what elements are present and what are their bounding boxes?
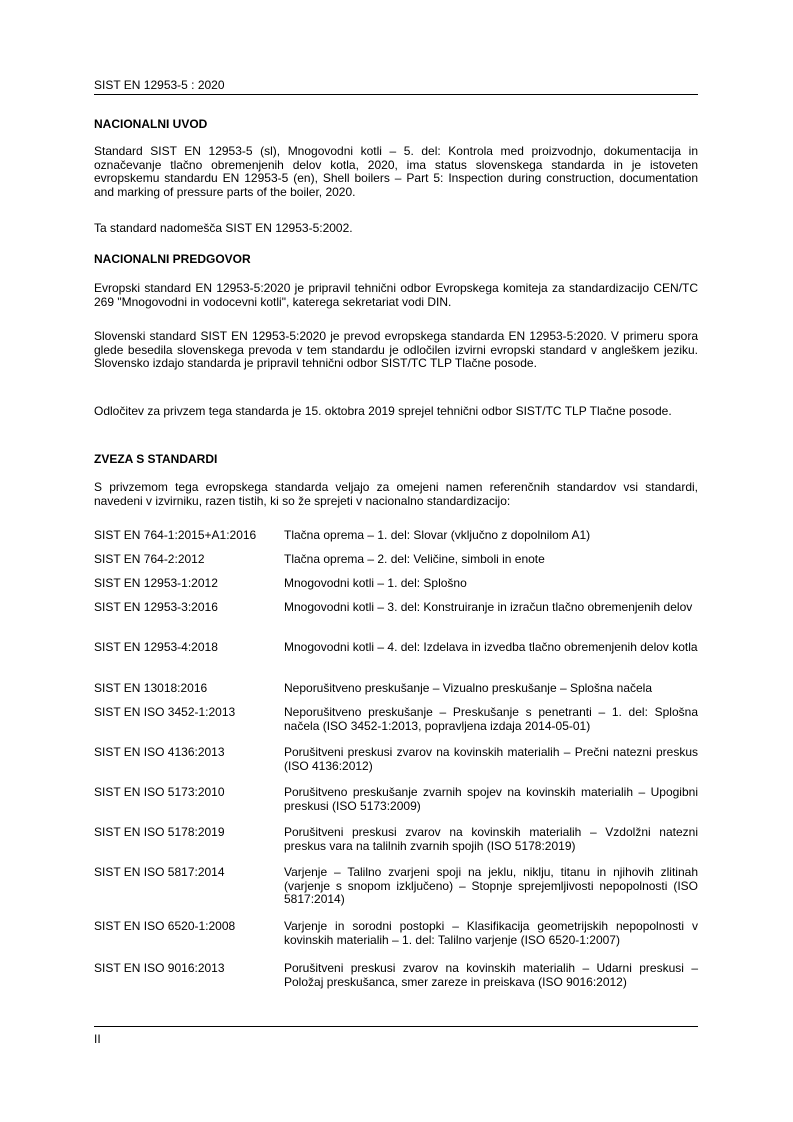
reference-title: Varjenje – Talilno zvarjeni spoji na jeklu, niklju, titanu in njihovih zlitinah (varjenje s snopom izključeno) – Stopnje sprejemljivosti nepopolnosti (ISO 5817:2014) [284,865,698,907]
reference-code: SIST EN 12953-3:2016 [94,600,218,614]
reference-title: Porušitveni preskusi zvarov na kovinskih materialih – Vzdolžni natezni preskus vara na talilnih zvarnih spojih (ISO 5178:2019) [284,825,698,853]
reference-code: SIST EN 13018:2016 [94,681,208,695]
reference-title: Mnogovodni kotli – 3. del: Konstruiranje in izračun tlačno obremenjenih delov [284,600,693,614]
reference-title: Mnogovodni kotli – 1. del: Splošno [284,576,467,590]
reference-code: SIST EN ISO 4136:2013 [94,745,225,759]
reference-code: SIST EN 764-1:2015+A1:2016 [94,528,257,542]
uvod-paragraph-1: Standard SIST EN 12953-5 (sl), Mnogovodni kotli – 5. del: Kontrola med proizvodnjo, dokumentacija in označevanje tlačno obremenjenih delov kotla, 2020, ima status slovenskega standarda in je istoveten evropskemu standardu EN 12953-5 (en), Shell boilers – Part 5: Inspection during construction, documentation and marking of pressure parts of the boiler, 2020. [94,144,698,199]
section-title-zveza-s-standardi: ZVEZA S STANDARDI [94,452,218,466]
reference-title: Mnogovodni kotli – 4. del: Izdelava in izvedba tlačno obremenjenih delov kotla [284,640,698,654]
reference-code: SIST EN ISO 3452-1:2013 [94,705,236,719]
reference-title: Tlačna oprema – 2. del: Veličine, simboli in enote [284,552,545,566]
reference-title: Neporušitveno preskušanje – Vizualno preskušanje – Splošna načela [284,681,653,695]
reference-code: SIST EN ISO 9016:2013 [94,961,225,975]
zveza-intro: S privzemom tega evropskega standarda veljajo za omejeni namen referenčnih standardov vsi standardi, navedeni v izvirniku, razen tistih, ki so že sprejeti v nacionalno standardizacijo: [94,480,698,508]
section-title-nacionalni-predgovor: NACIONALNI PREDGOVOR [94,252,251,266]
reference-code: SIST EN ISO 5173:2010 [94,785,225,799]
reference-code: SIST EN ISO 6520-1:2008 [94,919,236,933]
reference-code: SIST EN ISO 5817:2014 [94,865,225,879]
uvod-paragraph-2: Ta standard nadomešča SIST EN 12953-5:2002. [94,221,353,235]
reference-title: Porušitveni preskusi zvarov na kovinskih materialih – Prečni natezni preskus (ISO 4136:2012) [284,745,698,773]
predgovor-paragraph-2: Slovenski standard SIST EN 12953-5:2020 je prevod evropskega standarda EN 12953-5:2020. V primeru spora glede besedila slovenskega prevoda v tem standardu je odločilen izvirni evropski standard v angleškem jeziku. Slovensko izdajo standarda je pripravil tehnični odbor SIST/TC TLP Tlačne posode. [94,329,698,371]
reference-title: Tlačna oprema – 1. del: Slovar (vključno z dopolnilom A1) [284,528,591,542]
reference-title: Porušitveni preskusi zvarov na kovinskih materialih – Udarni preskusi – Položaj preskušanca, smer zareze in preiskava (ISO 9016:2012) [284,961,698,989]
reference-code: SIST EN 12953-1:2012 [94,576,218,590]
reference-title: Varjenje in sorodni postopki – Klasifikacija geometrijskih nepopolnosti v kovinskih materialih – 1. del: Talilno varjenje (ISO 6520-1:2007) [284,919,698,947]
section-title-nacionalni-uvod: NACIONALNI UVOD [94,117,208,131]
reference-title: Neporušitveno preskušanje – Preskušanje s penetranti – 1. del: Splošna načela (ISO 3452-1:2013, popravljena izdaja 2014-05-01) [284,705,698,733]
page-footer [94,1026,698,1046]
predgovor-paragraph-3: Odločitev za privzem tega standarda je 15. oktobra 2019 sprejel tehnični odbor SIST/TC TLP Tlačne posode. [94,404,672,418]
reference-code: SIST EN 764-2:2012 [94,552,205,566]
reference-code: SIST EN ISO 5178:2019 [94,825,225,839]
page-number: II [94,1032,101,1046]
reference-title: Porušitveno preskušanje zvarnih spojev na kovinskih materialih – Upogibni preskusi (ISO 5173:2009) [284,785,698,813]
predgovor-paragraph-1: Evropski standard EN 12953-5:2020 je pripravil tehnični odbor Evropskega komiteja za standardizacijo CEN/TC 269 "Mnogovodni in vodocevni kotli", katerega sekretariat vodi DIN. [94,281,698,309]
reference-code: SIST EN 12953-4:2018 [94,640,218,654]
page-header: SIST EN 12953-5 : 2020 [94,78,698,95]
